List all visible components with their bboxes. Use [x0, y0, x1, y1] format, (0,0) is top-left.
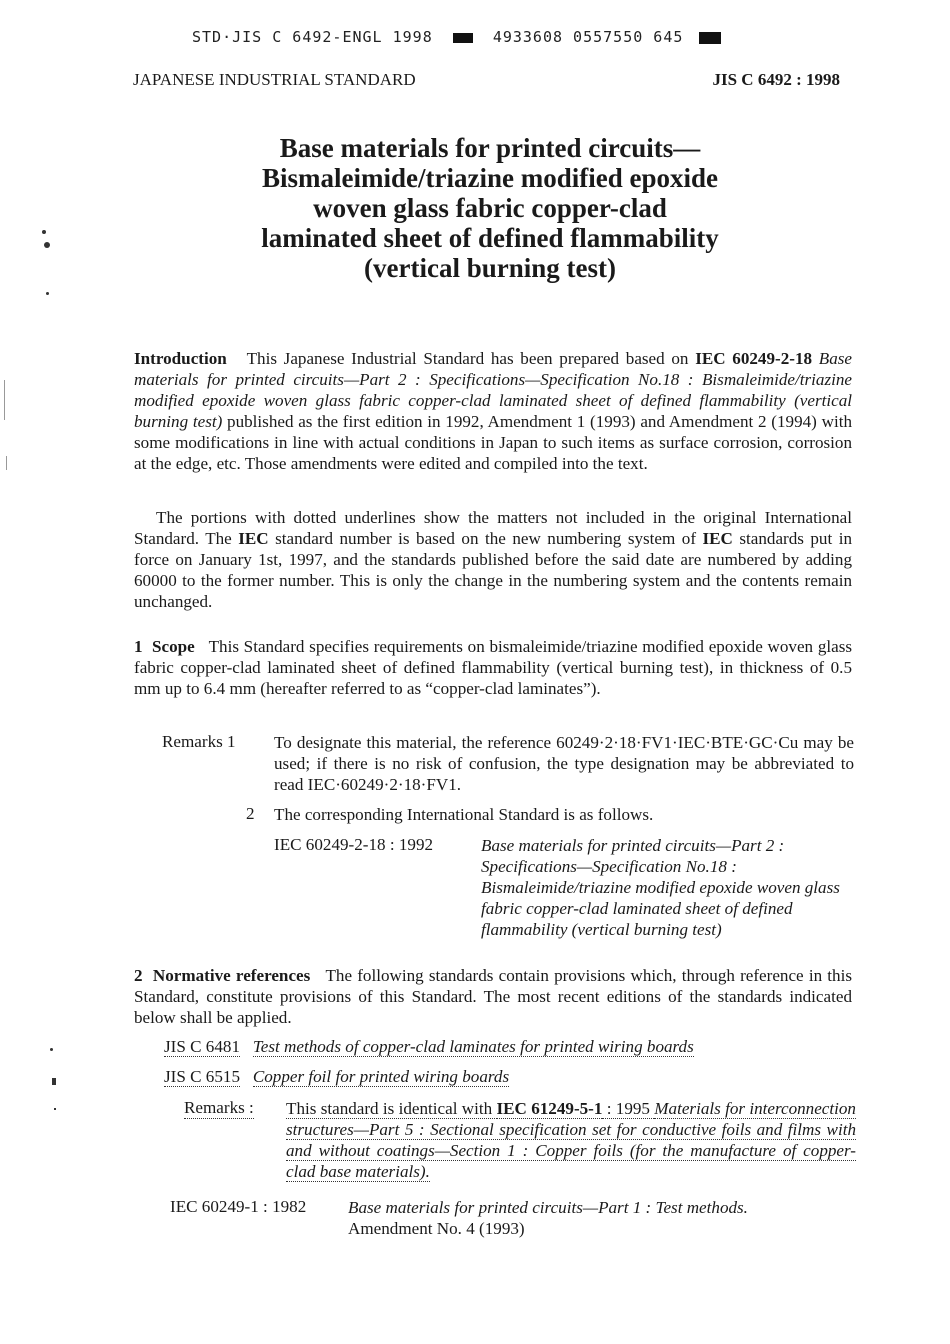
- reference-code: JIS C 6481: [164, 1037, 240, 1056]
- reference-title: Copper foil for printed wiring boards: [252, 1067, 510, 1086]
- reference-iec-60249-1: [348, 1197, 868, 1239]
- intro-text: published as the first edition in 1992, Amendment 1 (1993) and Amendment 2 (1994) with some modifications in line with actual conditions in Japan to such items as surface corrosion, corrosion at the edge, etc. Those amendments were edited and compiled into the text.: [134, 412, 852, 473]
- iec-standard-title: Base materials for printed circuits—Part 2 : Specifications—Specification No.18 : Bismaleimide/triazine modified epoxide woven glass fabric copper-clad laminated sheet of defined flammability (vertical burning test): [481, 836, 840, 939]
- title-line: (vertical burning test): [364, 253, 616, 283]
- scan-header-right: 4933608 0557550 645: [492, 28, 684, 46]
- scan-speck: [50, 1048, 53, 1051]
- scope-number: 1: [134, 637, 143, 656]
- document-title: [120, 133, 860, 283]
- scan-speck: [46, 292, 49, 295]
- intro-text: standard number is based on the new numbering system of: [268, 529, 703, 548]
- iec-abbr: IEC: [702, 529, 733, 548]
- remark-2-number: 2: [246, 804, 255, 823]
- scan-header: [192, 28, 721, 46]
- normative-references-paragraph: [134, 965, 852, 1028]
- remarks-label: Remarks 1: [162, 732, 236, 751]
- reference-code: IEC 60249-1 : 1982: [170, 1197, 307, 1216]
- remarks-reference-title: Materials for interconnection structures—Part 5 : Sectional specification set for conductive foils and films with and without coatings—Section 1 : Copper foils (for the manufacture of copper-clad base materials).: [286, 1099, 856, 1181]
- section-text: The following standards contain provisions which, through reference in this Standard, constitute provisions of this Standard. The most recent editions of the standards indicated below shall be applied.: [134, 966, 852, 1027]
- scan-header-left: STD·JIS C 6492-ENGL 1998: [192, 28, 433, 46]
- remarks-text: [286, 1098, 856, 1182]
- scan-line: [6, 456, 7, 470]
- introduction-paragraph: [134, 348, 852, 474]
- scan-speck: [44, 242, 50, 248]
- remarks-text-part: This standard is identical with: [286, 1099, 497, 1118]
- reference-jis-c-6481: [164, 1037, 694, 1057]
- reference-jis-c-6515: [164, 1067, 509, 1087]
- introduction-heading: Introduction: [134, 349, 227, 368]
- reference-title: Test methods of copper-clad laminates for printed wiring boards: [252, 1037, 694, 1056]
- iec-reference: IEC 60249-2-18: [695, 349, 813, 368]
- title-line: Bismaleimide/triazine modified epoxide: [262, 163, 718, 193]
- intro-text: This Japanese Industrial Standard has been prepared based on: [246, 349, 696, 368]
- title-line: Base materials for printed circuits—: [279, 133, 701, 163]
- intro-text: standards put in force on January 1st, 1997, and the standards published before the said date are numbered by adding 60000 to the former number. This is only the change in the numbering system and the contents remain unchanged.: [134, 529, 852, 611]
- introduction-paragraph-2: [134, 507, 852, 612]
- remark-1: To designate this material, the reference 60249·2·18·FV1·IEC·BTE·GC·Cu may be used; if there is no risk of confusion, the type designation may be abbreviated to read IEC·60249·2·18·FV1.: [274, 733, 854, 794]
- scope-text: This Standard specifies requirements on bismaleimide/triazine modified epoxide woven glass fabric copper-clad laminated sheet of defined flammability (vertical burning test), in thickness of 0.5 mm up to 6.4 mm (hereafter referred to as “copper-clad laminates”).: [134, 637, 853, 698]
- black-box-icon: [699, 32, 721, 44]
- remarks-text-part: : 1995: [602, 1099, 655, 1118]
- iec-reference: IEC 61249-5-1: [496, 1099, 603, 1118]
- black-box-icon: [453, 33, 473, 43]
- iec-abbr: IEC: [238, 529, 269, 548]
- title-line: laminated sheet of defined flammability: [261, 223, 719, 253]
- section-heading: Normative references: [152, 966, 311, 985]
- scan-speck: [52, 1078, 56, 1085]
- title-line: woven glass fabric copper-clad: [313, 193, 667, 223]
- remark-2: The corresponding International Standard is as follows.: [274, 805, 654, 824]
- reference-title: Base materials for printed circuits—Part 2 : Specifications—Specification No.18 : Bismaleimide/triazine modified epoxide woven glass fabric copper-clad laminated sheet of defined flammability (vertical burning test): [134, 349, 852, 431]
- reference-title: Base materials for printed circuits—Part 1 : Test methods.: [348, 1198, 748, 1217]
- standard-number: JIS C 6492 : 1998: [712, 70, 840, 89]
- reference-amendment: Amendment No. 4 (1993): [348, 1219, 525, 1238]
- scan-line: [4, 380, 5, 420]
- scan-speck: [54, 1108, 56, 1110]
- intro-text: The portions with dotted underlines show the matters not included in the original International Standard. The: [134, 508, 852, 548]
- scope-paragraph: [134, 636, 852, 699]
- scope-heading: Scope: [151, 637, 195, 656]
- section-number: 2: [134, 966, 143, 985]
- standard-label: JAPANESE INDUSTRIAL STANDARD: [133, 70, 416, 89]
- iec-standard-code: IEC 60249-2-18 : 1992: [274, 835, 434, 854]
- scan-speck: [42, 230, 46, 234]
- reference-code: JIS C 6515: [164, 1067, 240, 1086]
- remarks-label: Remarks :: [184, 1098, 254, 1117]
